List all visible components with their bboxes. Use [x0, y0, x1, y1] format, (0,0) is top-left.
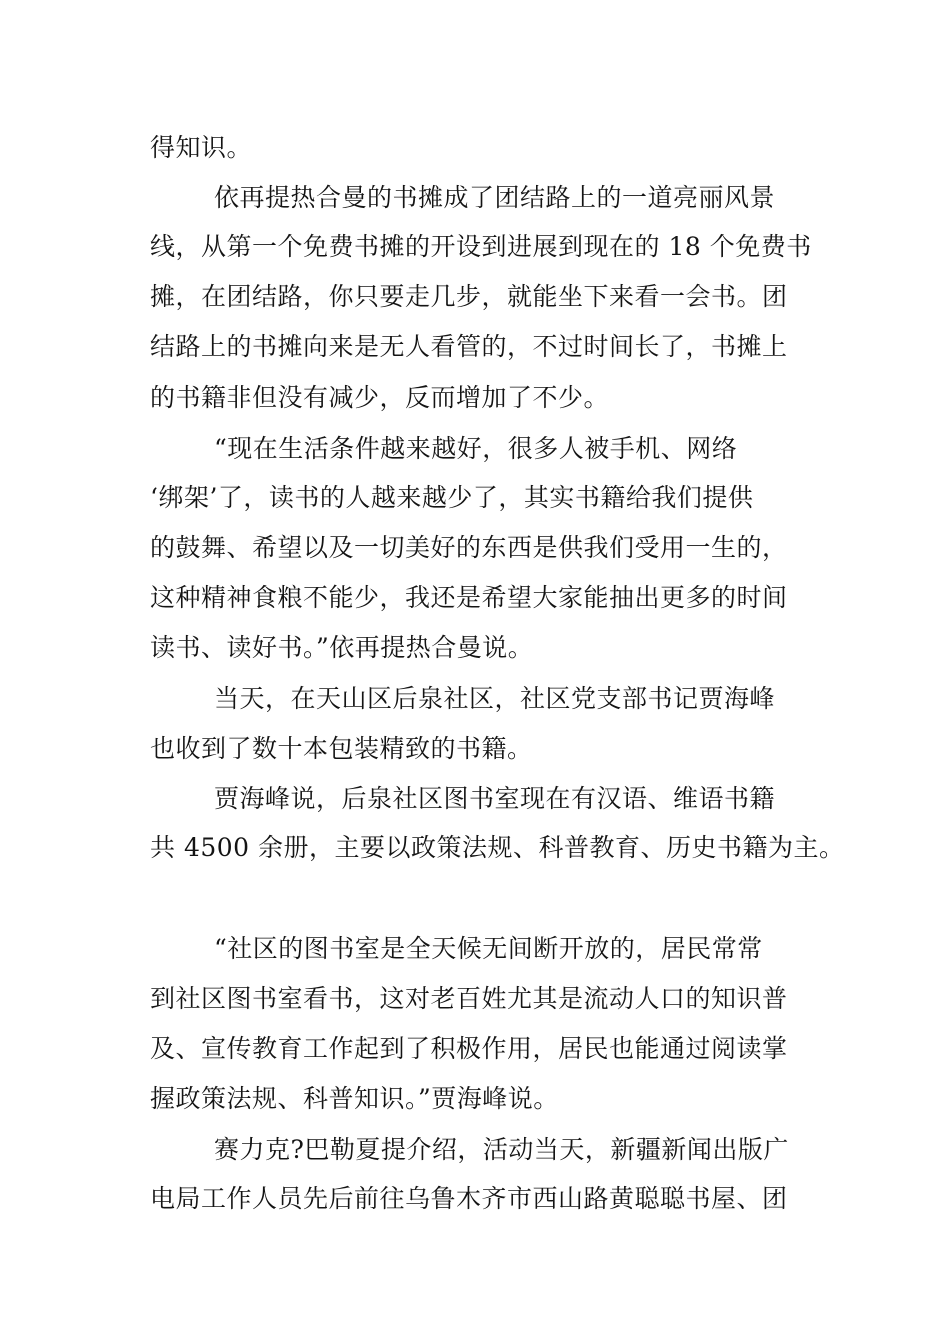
text-line: 的书籍非但没有减少，反而增加了不少。 — [150, 383, 610, 412]
text-line: 共 4500 余册，主要以政策法规、科普教育、历史书籍为主。 — [150, 833, 845, 862]
text-line: 依再提热合曼的书摊成了团结路上的一道亮丽风景 — [214, 183, 776, 212]
text-line: 线，从第一个免费书摊的开设到进展到现在的 18 个免费书 — [150, 232, 812, 261]
text-line: 当天，在天山区后泉社区，社区党支部书记贾海峰 — [214, 684, 776, 713]
text-line: “现在生活条件越来越好，很多人被手机、网络 — [214, 434, 738, 463]
text-line: 这种精神食粮不能少，我还是希望大家能抽出更多的时间 — [150, 583, 788, 612]
text-line: 电局工作人员先后前往乌鲁木齐市西山路黄聪聪书屋、团 — [150, 1184, 788, 1213]
text-line: 到社区图书室看书，这对老百姓尤其是流动人口的知识普 — [150, 984, 788, 1013]
text-line: 握政策法规、科普知识。”贾海峰说。 — [150, 1084, 559, 1113]
text-line: 赛力克?巴勒夏提介绍，活动当天，新疆新闻出版广 — [214, 1135, 789, 1164]
text-line: 结路上的书摊向来是无人看管的，不过时间长了，书摊上 — [150, 332, 788, 361]
text-line: ‘绑架’了，读书的人越来越少了，其实书籍给我们提供 — [150, 483, 754, 512]
text-line: 摊，在团结路，你只要走几步，就能坐下来看一会书。团 — [150, 282, 788, 311]
text-line: 得知识。 — [150, 133, 253, 162]
text-line: 及、宣传教育工作起到了积极作用，居民也能通过阅读掌 — [150, 1034, 788, 1063]
text-line: 也收到了数十本包装精致的书籍。 — [150, 734, 533, 763]
text-line: 读书、读好书。”依再提热合曼说。 — [150, 633, 534, 662]
text-line: 的鼓舞、希望以及一切美好的东西是供我们受用一生的， — [150, 533, 788, 562]
text-line: 贾海峰说，后泉社区图书室现在有汉语、维语书籍 — [214, 784, 776, 813]
text-line: “社区的图书室是全天候无间断开放的，居民常常 — [214, 934, 763, 963]
